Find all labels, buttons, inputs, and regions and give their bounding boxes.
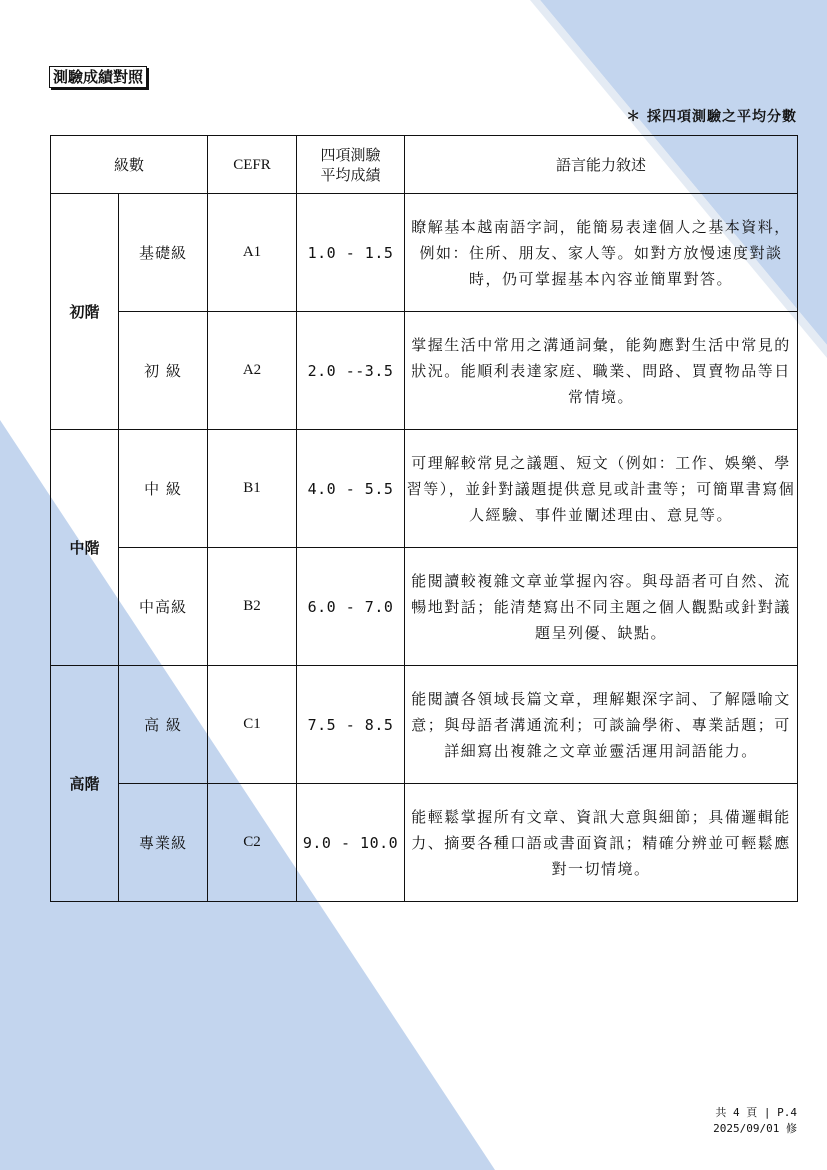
header-cefr: CEFR (208, 136, 297, 194)
ability-description: 能輕鬆掌握所有文章、資訊大意與細節；具備邏輯能力、摘要各種口語或書面資訊；精確分辨並可輕鬆應對一切情境。 (405, 784, 798, 902)
cefr-level: A1 (208, 194, 297, 312)
header-description: 語言能力敘述 (405, 136, 798, 194)
cefr-level: B1 (208, 430, 297, 548)
page-title: 測驗成績對照 (49, 66, 147, 88)
sublevel-name: 初 級 (119, 312, 208, 430)
score-range: 6.0 - 7.0 (297, 548, 405, 666)
sublevel-name: 專業級 (119, 784, 208, 902)
table-row (51, 430, 798, 548)
header-row (51, 136, 798, 194)
score-range: 7.5 - 8.5 (297, 666, 405, 784)
table-row (51, 312, 798, 430)
sublevel-name: 中高級 (119, 548, 208, 666)
table-row (51, 784, 798, 902)
level-group-advanced: 高階 (51, 666, 119, 902)
ability-description: 能閱讀各領域長篇文章，理解艱深字詞、了解隱喻文意；與母語者溝通流利；可談論學術、專業話題；可詳細寫出複雜之文章並靈活運用詞語能力。 (405, 666, 798, 784)
score-range: 9.0 - 10.0 (297, 784, 405, 902)
average-score-note: ＊ 採四項測驗之平均分數 (626, 109, 797, 125)
ability-description: 掌握生活中常用之溝通詞彙，能夠應對生活中常見的狀況。能順利表達家庭、職業、問路、買賣物品等日常情境。 (405, 312, 798, 430)
cefr-level: B2 (208, 548, 297, 666)
sublevel-name: 中 級 (119, 430, 208, 548)
table-row (51, 548, 798, 666)
sublevel-name: 基礎級 (119, 194, 208, 312)
score-table (50, 135, 798, 902)
revision-date: 2025/09/01 修 (713, 1122, 797, 1135)
page-number: 共 4 頁 | P.4 (715, 1106, 797, 1119)
header-level: 級數 (51, 136, 208, 194)
header-score-line2: 平均成績 (320, 165, 381, 184)
cefr-level: A2 (208, 312, 297, 430)
level-group-beginner: 初階 (51, 194, 119, 430)
table-row (51, 666, 798, 784)
ability-description: 能閱讀較複雜文章並掌握內容。與母語者可自然、流暢地對話；能清楚寫出不同主題之個人觀點或針對議題呈列優、缺點。 (405, 548, 798, 666)
cefr-level: C1 (208, 666, 297, 784)
header-score (297, 136, 405, 194)
ability-description: 瞭解基本越南語字詞，能簡易表達個人之基本資料，例如：住所、朋友、家人等。如對方放慢速度對談時，仍可掌握基本內容並簡單對答。 (405, 194, 798, 312)
table-row (51, 194, 798, 312)
ability-description: 可理解較常見之議題、短文（例如：工作、娛樂、學習等），並針對議題提供意見或計畫等；可簡單書寫個人經驗、事件並闡述理由、意見等。 (405, 430, 798, 548)
header-score-line1: 四項測驗 (320, 145, 381, 164)
cefr-level: C2 (208, 784, 297, 902)
score-range: 4.0 - 5.5 (297, 430, 405, 548)
page-footer (713, 1105, 797, 1137)
level-group-intermediate: 中階 (51, 430, 119, 666)
score-range: 2.0 --3.5 (297, 312, 405, 430)
sublevel-name: 高 級 (119, 666, 208, 784)
score-range: 1.0 - 1.5 (297, 194, 405, 312)
